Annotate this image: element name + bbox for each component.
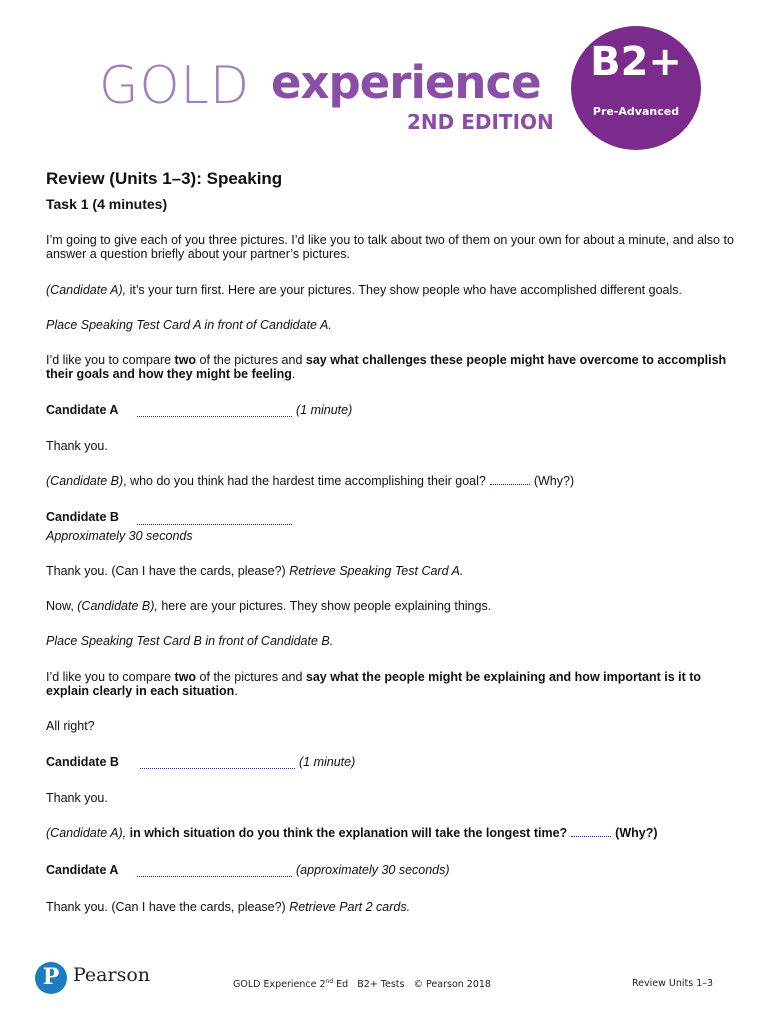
duration-approx-30: (approximately 30 seconds) — [296, 863, 450, 877]
retrieve-card-a: Retrieve Speaking Test Card A. — [289, 564, 464, 578]
compare2-mid: of the pictures and — [196, 670, 306, 684]
instruction-place-card-b: Place Speaking Test Card B in front of Candidate B. — [46, 634, 334, 648]
thank-you-2: Thank you. — [46, 791, 108, 805]
level-badge — [571, 26, 701, 150]
footer-center-pre: GOLD Experience 2 — [233, 979, 326, 991]
task-title: Task 1 (4 minutes) — [46, 196, 168, 212]
now-text: here are your pictures. They show people explaining things. — [157, 599, 492, 613]
candidate-a-ref-2: (Candidate A), — [46, 826, 127, 840]
thank-you-1: Thank you. — [46, 439, 108, 453]
answer-line-candidate-a — [137, 416, 292, 417]
compare1-two: two — [174, 353, 197, 367]
level-badge-level: B2+ — [590, 39, 682, 85]
instruction-place-card-a: Place Speaking Test Card A in front of Candidate A. — [46, 318, 332, 332]
pearson-brand: Pearson — [73, 964, 151, 986]
intro-paragraph: I’m going to give each of you three pictures. I’d like you to talk about two of them on your own for about a minute, and also to answer a question briefly about your partner’s pictures. — [46, 233, 734, 261]
thanks-cards-1-text: Thank you. (Can I have the cards, please?) — [46, 564, 290, 578]
retrieve-part-2: Retrieve Part 2 cards. — [289, 900, 411, 914]
duration-one-minute-1: (1 minute) — [296, 403, 353, 417]
thanks-cards-2-text: Thank you. (Can I have the cards, please?) — [46, 900, 290, 914]
logo-gold-text: GOLD — [99, 56, 251, 116]
answer-line-candidate-a-2 — [137, 876, 292, 877]
now-candidate-b-ref: (Candidate B), — [77, 599, 158, 613]
thanks-cards-2 — [46, 900, 736, 914]
compare2-end: . — [234, 684, 238, 698]
compare-instruction-2 — [46, 670, 736, 698]
compare2-two: two — [174, 670, 197, 684]
candidate-b-label-2: Candidate B — [46, 755, 119, 769]
question-candidate-a-text: in which situation do you think the explanation will take the longest time? — [126, 826, 568, 840]
now-pre: Now, — [46, 599, 78, 613]
candidate-a-turn-text: it’s your turn first. Here are your pictures. They show people who have accomplished different goals. — [126, 283, 682, 297]
candidate-a-label: Candidate A — [46, 403, 119, 417]
footer-center — [233, 978, 491, 990]
footer-center-post: Ed B2+ Tests © Pearson 2018 — [333, 979, 491, 991]
candidate-a-turn — [46, 283, 736, 297]
compare-instruction-1 — [46, 353, 736, 381]
why-2: (Why?) — [615, 826, 658, 840]
duration-one-minute-2: (1 minute) — [299, 755, 356, 769]
now-candidate-b — [46, 599, 736, 613]
why-1: (Why?) — [533, 474, 575, 488]
question-candidate-b — [46, 474, 736, 488]
compare2-pre: I’d like you to compare — [46, 670, 175, 684]
answer-dots-2 — [571, 826, 611, 837]
pearson-logo-letter: P — [42, 964, 60, 990]
question-candidate-a — [46, 826, 736, 840]
candidate-a-label-2: Candidate A — [46, 863, 119, 877]
answer-dots-1 — [490, 474, 530, 485]
answer-line-candidate-b-2 — [140, 768, 295, 769]
pearson-logo-icon — [35, 962, 67, 994]
candidate-b-label: Candidate B — [46, 510, 119, 524]
compare1-pre: I’d like you to compare — [46, 353, 175, 367]
answer-line-candidate-b — [137, 524, 292, 525]
compare2-bold: say what the people might be explaining and how important is it to explain clearly in each situation — [46, 670, 702, 698]
all-right: All right? — [46, 719, 95, 733]
footer-center-sup: nd — [325, 978, 334, 985]
compare1-mid: of the pictures and — [196, 353, 306, 367]
question-candidate-b-text: , who do you think had the hardest time accomplishing their goal? — [123, 474, 486, 488]
logo-experience-text: experience — [271, 56, 541, 109]
level-badge-subtitle: Pre-Advanced — [592, 105, 680, 118]
candidate-a-ref: (Candidate A), — [46, 283, 127, 297]
page-title: Review (Units 1–3): Speaking — [46, 169, 283, 188]
approximately-30-seconds: Approximately 30 seconds — [46, 529, 193, 543]
logo-edition-text: 2ND EDITION — [407, 110, 554, 134]
compare1-bold: say what challenges these people might have overcome to accomplish their goals and how they might be feeling — [46, 353, 727, 381]
thanks-cards-1 — [46, 564, 736, 578]
candidate-b-ref: (Candidate B) — [46, 474, 124, 488]
footer-page-label: Review Units 1–3 — [632, 978, 714, 989]
compare1-end: . — [291, 367, 296, 381]
